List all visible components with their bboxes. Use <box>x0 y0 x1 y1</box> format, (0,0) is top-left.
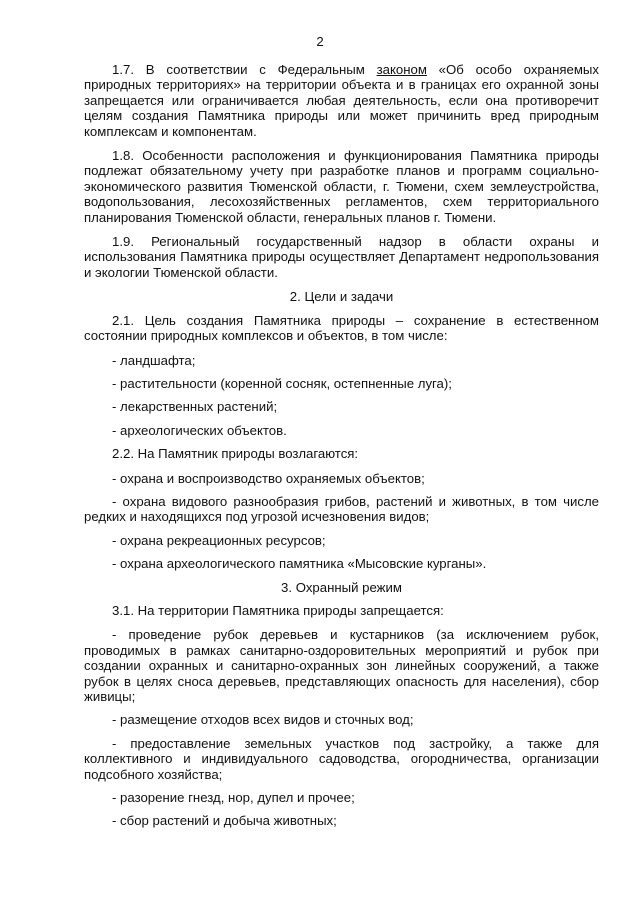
list-item: - археологических объектов. <box>112 422 287 438</box>
paragraph-3-1: 3.1. На территории Памятника природы запрещается: <box>112 602 444 618</box>
section-heading-2: 2. Цели и задачи <box>289 289 394 305</box>
list-item: - охрана рекреационных ресурсов; <box>112 532 326 548</box>
paragraph-1-7-end: «Об особо охраняемых природных территориях» на территории объекта и в границах его охранной зоны запрещается или ограничивается любая деятельность, если она противоречит целям создания Памятника природы или может причинить вред природным комплексам и компонентам. <box>84 62 600 139</box>
paragraph-1-7-start: 1.7. В соответствии с Федеральным <box>112 62 377 77</box>
document-body <box>84 62 599 837</box>
paragraph-1-8: 1.8. Особенности расположения и функционирования Памятника природы подлежат обязательному учету при разработке планов и программ социально-экономического развития Тюменской области, г. Тюмени, схем землеустройства, водопользования, лесохозяйственных регламентов, схем территориального планирования Тюменской области, генеральных планов г. Тюмени. <box>84 148 599 225</box>
list-item: - проведение рубок деревьев и кустарников (за исключением рубок, проводимых в рамках санитарно-оздоровительных мероприятий и рубок при создании охранных и санитарно-охранных зон линейных сооружений, а также рубок в целях сноса деревьев, представляющих опасность для населения), сбор живицы; <box>84 627 599 704</box>
list-item: - охрана видового разнообразия грибов, растений и животных, в том числе редких и находящихся под угрозой исчезновения видов; <box>84 493 599 525</box>
paragraph-1-9: 1.9. Региональный государственный надзор в области охраны и использования Памятника природы осуществляет Департамент недропользования и экологии Тюменской области. <box>84 234 599 280</box>
list-item: - сбор растений и добыча животных; <box>112 813 337 829</box>
list-item: - охрана и воспроизводство охраняемых объектов; <box>112 470 425 486</box>
list-item: - предоставление земельных участков под застройку, а также для коллективного и индивидуального садоводства, огородничества, организации подсобного хозяйства; <box>84 735 599 782</box>
list-item: - ландшафта; <box>112 352 196 368</box>
paragraph-2-2: 2.2. На Памятник природы возлагаются: <box>112 446 359 462</box>
paragraph-1-7 <box>84 62 599 139</box>
paragraph-2-1: 2.1. Цель создания Памятника природы – сохранение в естественном состоянии природных комплексов и объектов, в том числе: <box>84 312 599 344</box>
list-item: - размещение отходов всех видов и сточных вод; <box>112 712 414 728</box>
list-item: - растительности (коренной сосняк, остепненные луга); <box>112 375 452 391</box>
list-item: - лекарственных растений; <box>112 399 278 415</box>
list-item: - охрана археологического памятника «Мысовские курганы». <box>112 556 487 572</box>
list-item: - разорение гнезд, нор, дупел и прочее; <box>112 790 355 806</box>
law-link[interactable]: законом <box>376 62 427 77</box>
page-number: 2 <box>316 34 324 49</box>
section-heading-3: 3. Охранный режим <box>281 579 402 595</box>
